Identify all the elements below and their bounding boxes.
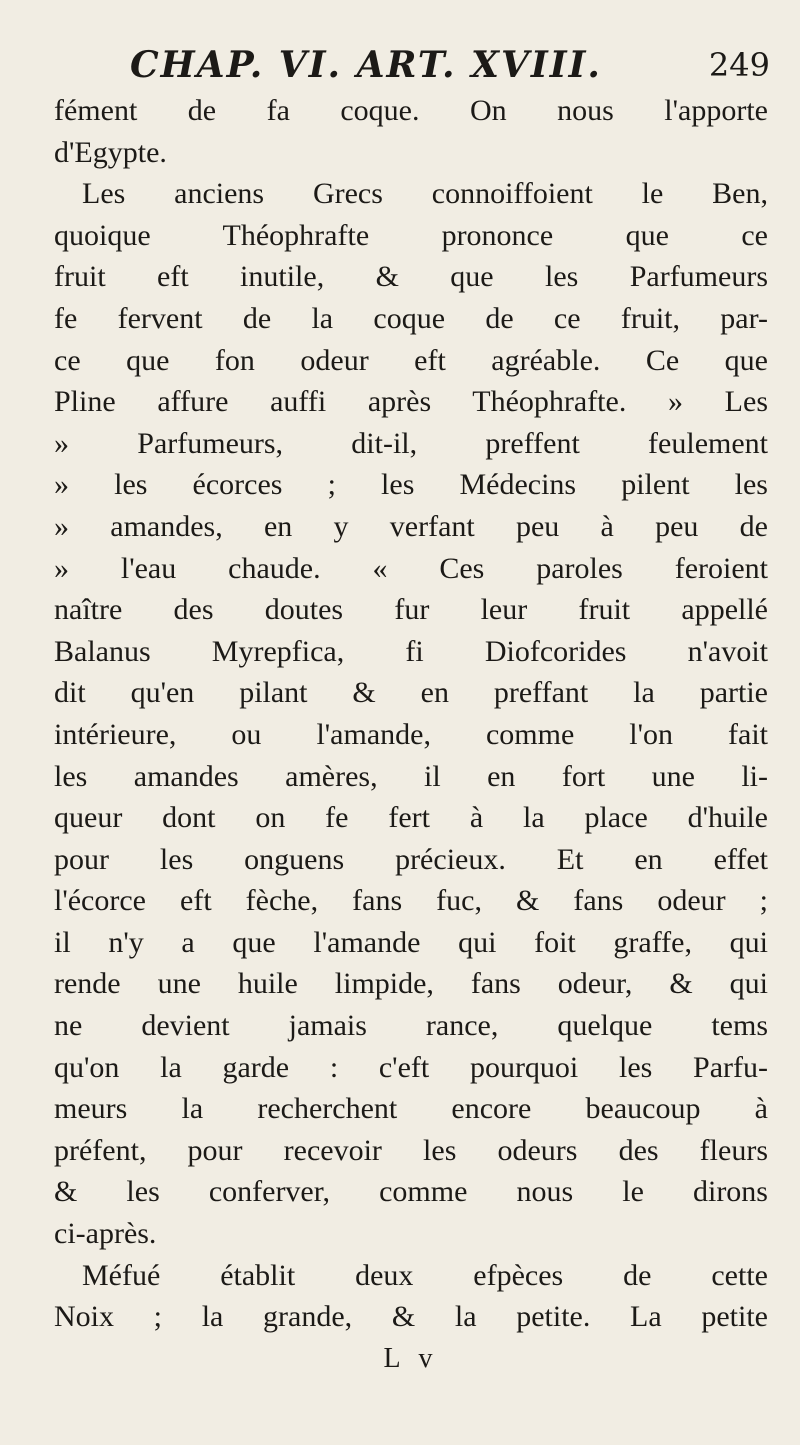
text-line: qu'on la garde : c'eft pourquoi les Parfu-	[54, 1050, 768, 1084]
text-line: naître des doutes fur leur fruit appellé	[54, 593, 768, 627]
text-line: fruit eft inutile, & que les Parfumeurs	[54, 260, 768, 294]
signature-mark: L v	[383, 1342, 439, 1374]
body-text	[54, 90, 768, 1379]
text-line: il n'y a que l'amande qui foit graffe, qui	[54, 925, 768, 959]
chapter-title: CHAP. VI. ART. XVIII.	[130, 44, 602, 86]
text-line: & les conferver, comme nous le dirons	[54, 1175, 768, 1209]
text-line: pour les onguens précieux. Et en effet	[54, 842, 768, 876]
text-line: préfent, pour recevoir les odeurs des fleurs	[54, 1133, 768, 1167]
text-line: Balanus Myrepfica, fi Diofcorides n'avoit	[54, 634, 768, 668]
text-line: ci-après.	[54, 1217, 157, 1251]
text-line: ne devient jamais rance, quelque tems	[54, 1009, 768, 1043]
text-line: Méfué établit deux efpèces de cette	[82, 1258, 768, 1292]
text-line: quoique Théophrafte prononce que ce	[54, 218, 768, 252]
text-line: Pline affure auffi après Théophrafte. » Les	[54, 385, 768, 419]
page-number: 249	[708, 46, 770, 84]
text-line: Les anciens Grecs connoiffoient le Ben,	[82, 177, 768, 211]
text-line: dit qu'en pilant & en preffant la partie	[54, 676, 768, 710]
text-line: rende une huile limpide, fans odeur, & qui	[54, 967, 768, 1001]
text-line: fément de fa coque. On nous l'apporte	[54, 94, 768, 127]
text-line: l'écorce eft fèche, fans fuc, & fans odeur ;	[54, 884, 768, 918]
text-line: » l'eau chaude. « Ces paroles feroient	[54, 551, 768, 585]
text-line: » les écorces ; les Médecins pilent les	[54, 468, 768, 502]
text-line: d'Egypte.	[54, 135, 167, 169]
text-line: » amandes, en y verfant peu à peu de	[54, 509, 768, 543]
text-line: Noix ; la grande, & la petite. La petite	[54, 1300, 768, 1334]
text-line: les amandes amères, il en fort une li-	[54, 759, 768, 793]
text-line: meurs la recherchent encore beaucoup à	[54, 1092, 768, 1126]
text-line: fe fervent de la coque de ce fruit, par-	[54, 301, 768, 335]
text-line: intérieure, ou l'amande, comme l'on fait	[54, 717, 768, 751]
text-line: ce que fon odeur eft agréable. Ce que	[54, 343, 768, 377]
text-line: » Parfumeurs, dit-il, preffent feulement	[54, 426, 768, 460]
running-head	[88, 44, 770, 94]
text-line: queur dont on fe fert à la place d'huile	[54, 801, 768, 835]
